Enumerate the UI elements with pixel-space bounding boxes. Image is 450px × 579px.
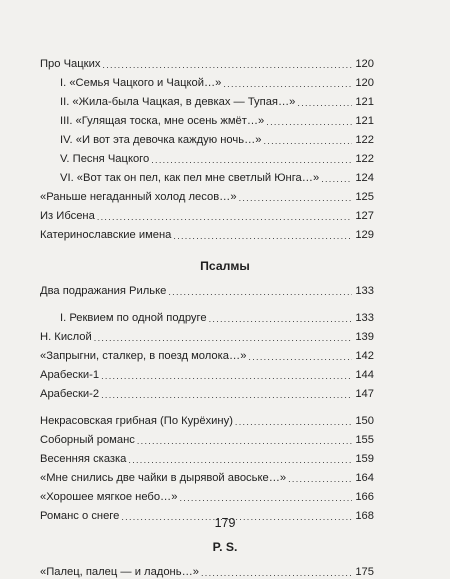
table-of-contents <box>0 52 450 579</box>
dot-leader <box>101 389 352 401</box>
dot-leader <box>94 332 352 344</box>
section-heading: Псалмы <box>200 259 250 273</box>
dot-leader <box>239 192 352 204</box>
toc-entry-title: Романс о снеге <box>40 510 120 522</box>
toc-entry[interactable] <box>40 279 374 298</box>
toc-entry-title: III. «Гулящая тоска, мне осень жмёт…» <box>60 115 265 127</box>
toc-entry-title: I. Реквием по одной подруге <box>60 312 207 324</box>
toc-entry-title: Из Ибсена <box>40 210 95 222</box>
toc-entry-page: 122 <box>355 134 374 146</box>
toc-entry-page: 133 <box>355 285 374 297</box>
toc-entry[interactable] <box>60 71 374 90</box>
toc-entry-title: I. «Семья Чацкого и Чацкой…» <box>60 77 222 89</box>
entry-spacer <box>0 401 450 409</box>
dot-leader <box>179 492 352 504</box>
toc-entry-page: 159 <box>355 453 374 465</box>
toc-entry[interactable] <box>40 363 374 382</box>
toc-entry[interactable] <box>40 466 374 485</box>
toc-entry-page: 175 <box>355 566 374 578</box>
toc-entry[interactable] <box>60 166 374 185</box>
toc-entry-page: 120 <box>355 58 374 70</box>
toc-entry-title: Некрасовская грибная (По Курёхину) <box>40 415 233 427</box>
toc-entry-title: «Запрыгни, сталкер, в поезд молока…» <box>40 350 247 362</box>
toc-entry[interactable] <box>40 560 374 579</box>
toc-entry-title: II. «Жила-была Чацкая, в девках — Тупая…» <box>60 96 296 108</box>
dot-leader <box>288 473 352 485</box>
dot-leader <box>102 59 352 71</box>
toc-entry-title: Н. Кислой <box>40 331 92 343</box>
dot-leader <box>223 78 352 90</box>
page-number: 179 <box>214 516 236 530</box>
toc-entry[interactable] <box>40 344 374 363</box>
toc-entry-page: 164 <box>355 472 374 484</box>
toc-entry-page: 144 <box>355 369 374 381</box>
toc-entry[interactable] <box>60 128 374 147</box>
toc-entry-title: V. Песня Чацкого <box>60 153 150 165</box>
toc-entry-title: «Палец, палец — и ладонь…» <box>40 566 199 578</box>
section-heading: P. S. <box>212 540 238 554</box>
dot-leader <box>168 286 352 298</box>
dot-leader <box>321 173 352 185</box>
toc-entry-page: 124 <box>355 172 374 184</box>
toc-entry[interactable] <box>40 204 374 223</box>
toc-entry-title: Катеринославские имена <box>40 229 172 241</box>
toc-entry[interactable] <box>40 447 374 466</box>
toc-entry-page: 125 <box>355 191 374 203</box>
toc-entry[interactable] <box>40 52 374 71</box>
toc-entry-page: 139 <box>355 331 374 343</box>
toc-entry-page: 122 <box>355 153 374 165</box>
toc-entry-page: 120 <box>355 77 374 89</box>
toc-entry-title: VI. «Вот так он пел, как пел мне светлый Юнга…» <box>60 172 320 184</box>
toc-entry[interactable] <box>40 325 374 344</box>
toc-entry-page: 121 <box>355 115 374 127</box>
toc-entry[interactable] <box>60 306 374 325</box>
dot-leader <box>128 454 352 466</box>
dot-leader <box>263 135 352 147</box>
dot-leader <box>173 230 352 242</box>
toc-entry[interactable] <box>40 382 374 401</box>
toc-entry-page: 155 <box>355 434 374 446</box>
toc-entry-page: 168 <box>355 510 374 522</box>
toc-entry-page: 127 <box>355 210 374 222</box>
toc-entry-title: Арабески-1 <box>40 369 100 381</box>
toc-entry-title: «Мне снились две чайки в дырявой авоське…» <box>40 472 287 484</box>
dot-leader <box>209 313 352 325</box>
entry-spacer <box>0 298 450 306</box>
toc-entry-title: Арабески-2 <box>40 388 100 400</box>
toc-entry[interactable] <box>60 147 374 166</box>
toc-entry-page: 133 <box>355 312 374 324</box>
toc-entry[interactable] <box>40 223 374 242</box>
toc-entry[interactable] <box>60 90 374 109</box>
toc-entry-page: 129 <box>355 229 374 241</box>
dot-leader <box>266 116 352 128</box>
toc-entry-page: 166 <box>355 491 374 503</box>
toc-entry-page: 150 <box>355 415 374 427</box>
toc-entry[interactable] <box>40 485 374 504</box>
toc-entry[interactable] <box>40 409 374 428</box>
toc-entry[interactable] <box>40 428 374 447</box>
dot-leader <box>297 97 352 109</box>
toc-entry-title: Соборный романс <box>40 434 135 446</box>
toc-entry-title: «Раньше негаданный холод лесов…» <box>40 191 237 203</box>
dot-leader <box>235 416 352 428</box>
toc-entry-page: 147 <box>355 388 374 400</box>
dot-leader <box>101 370 352 382</box>
toc-entry-title: «Хорошее мягкое небо…» <box>40 491 178 503</box>
dot-leader <box>201 567 352 579</box>
toc-entry-title: Про Чацких <box>40 58 101 70</box>
dot-leader <box>151 154 352 166</box>
toc-entry-title: Два подражания Рильке <box>40 285 167 297</box>
dot-leader <box>248 351 352 363</box>
toc-entry-title: Весенняя сказка <box>40 453 127 465</box>
toc-entry-title: IV. «И вот эта девочка каждую ночь…» <box>60 134 262 146</box>
toc-entry[interactable] <box>60 109 374 128</box>
toc-entry-page: 121 <box>355 96 374 108</box>
dot-leader <box>97 211 352 223</box>
dot-leader <box>137 435 352 447</box>
toc-entry-page: 142 <box>355 350 374 362</box>
toc-entry[interactable] <box>40 185 374 204</box>
